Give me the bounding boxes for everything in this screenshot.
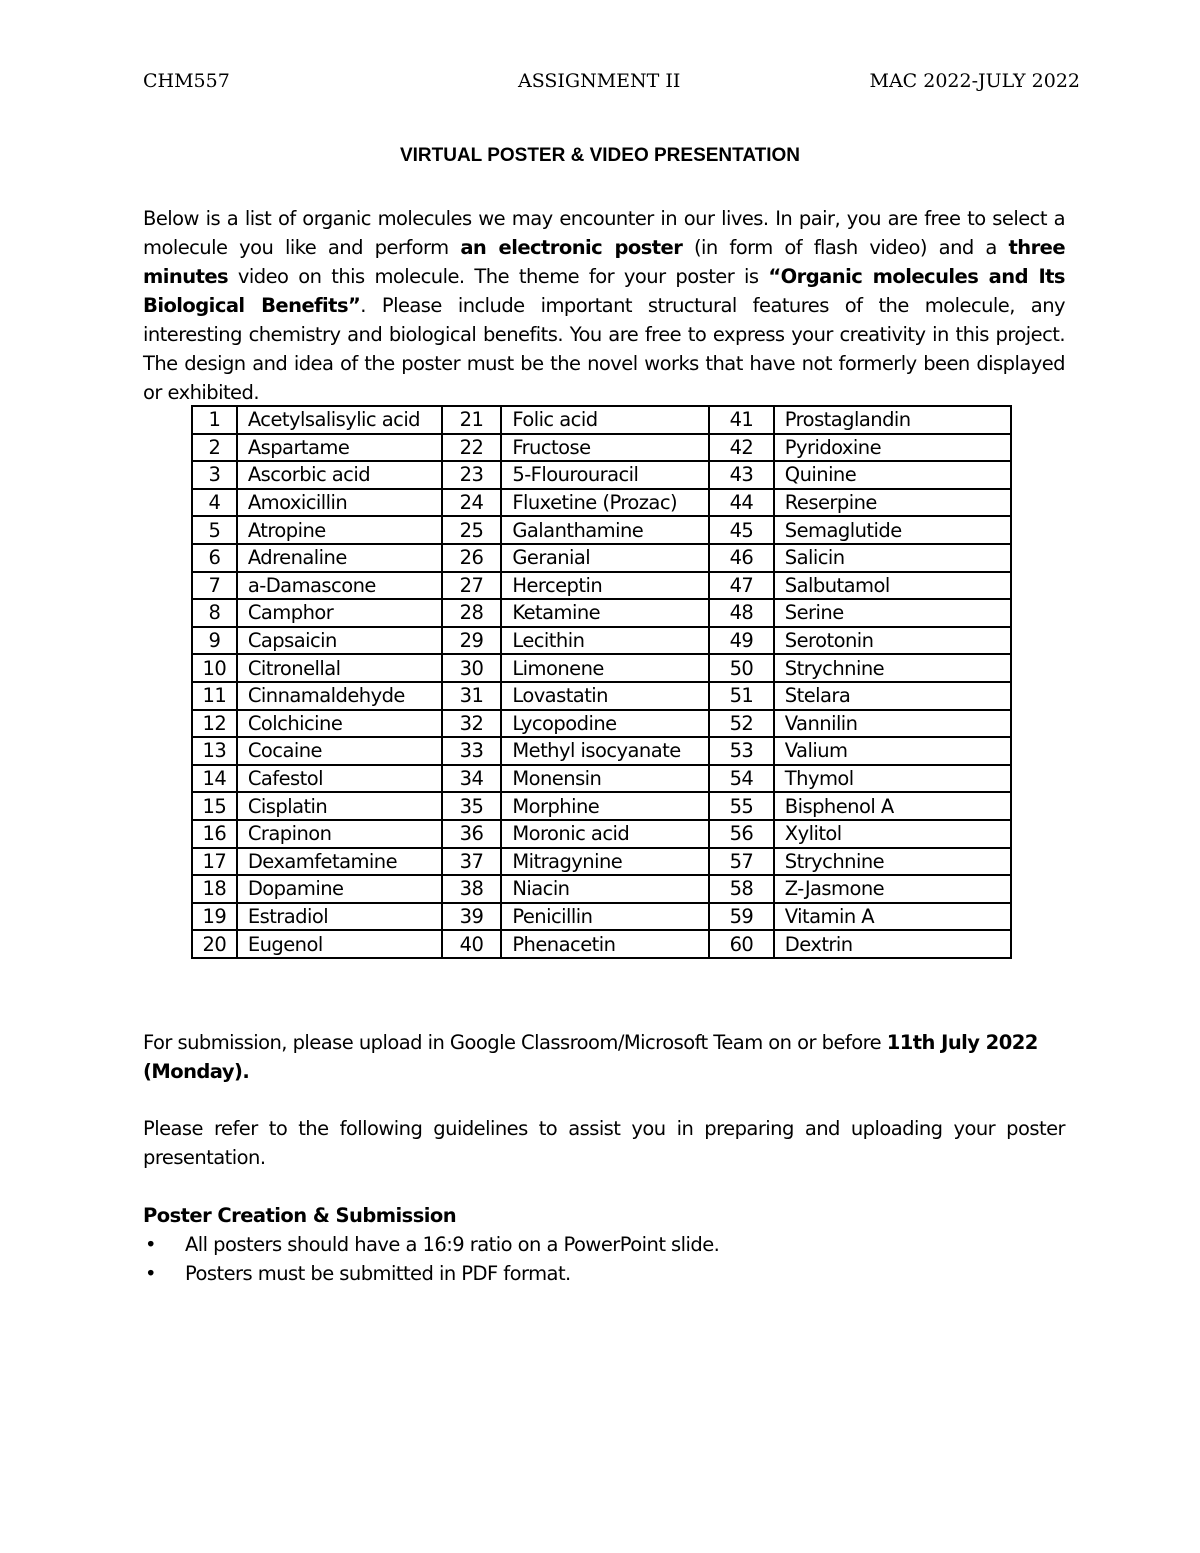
submission-text: For submission, please upload in Google Classroom/Microsoft Team on or before (143, 1031, 887, 1054)
table-row (192, 544, 1011, 572)
molecule-number-cell: 49 (709, 627, 774, 655)
table-row (192, 820, 1011, 848)
intro-text-4: . Please include important structural features of the molecule, any interesting chemistry and biological benefits. You are free to express your creativity in this project. The design and idea of the poster must be the novel works that have not formerly been displayed or exhibited. (143, 294, 1066, 404)
molecule-number-cell: 9 (192, 627, 237, 655)
molecule-number-cell: 19 (192, 903, 237, 931)
molecule-name-cell: Ketamine (501, 599, 709, 627)
molecule-name-cell: Salbutamol (774, 572, 1011, 600)
molecule-number-cell: 52 (709, 710, 774, 738)
molecule-name-cell: Phenacetin (501, 930, 709, 958)
molecule-number-cell: 51 (709, 682, 774, 710)
molecule-name-cell: a-Damascone (237, 572, 442, 600)
molecule-number-cell: 43 (709, 461, 774, 489)
semester-label: MAC 2022-JULY 2022 (869, 70, 1080, 92)
molecule-number-cell: 56 (709, 820, 774, 848)
molecule-name-cell: Eugenol (237, 930, 442, 958)
molecule-number-cell: 6 (192, 544, 237, 572)
molecule-number-cell: 44 (709, 489, 774, 517)
molecule-number-cell: 42 (709, 434, 774, 462)
table-row (192, 489, 1011, 517)
molecule-name-cell: Reserpine (774, 489, 1011, 517)
molecule-number-cell: 20 (192, 930, 237, 958)
molecule-number-cell: 46 (709, 544, 774, 572)
molecule-number-cell: 30 (442, 654, 502, 682)
molecule-name-cell: Serine (774, 599, 1011, 627)
molecule-name-cell: Capsaicin (237, 627, 442, 655)
molecule-name-cell: Aspartame (237, 434, 442, 462)
intro-bold-electronic-poster: an electronic poster (460, 236, 683, 259)
molecule-name-cell: Cafestol (237, 765, 442, 793)
molecule-name-cell: Xylitol (774, 820, 1011, 848)
intro-bold-three-minutes: three minutes (143, 236, 1066, 288)
molecule-name-cell: Lecithin (501, 627, 709, 655)
bullet-text: All posters should have a 16:9 ratio on a PowerPoint slide. (185, 1233, 720, 1256)
bullet-text: Posters must be submitted in PDF format. (185, 1262, 571, 1285)
molecule-name-cell: Vitamin A (774, 903, 1011, 931)
molecule-name-cell: Adrenaline (237, 544, 442, 572)
molecule-number-cell: 12 (192, 710, 237, 738)
intro-text-2: (in form of flash video) and a (682, 236, 1009, 259)
molecule-name-cell: Amoxicillin (237, 489, 442, 517)
submission-end: . (242, 1060, 250, 1083)
molecule-name-cell: Herceptin (501, 572, 709, 600)
molecule-name-cell: Cisplatin (237, 792, 442, 820)
molecule-name-cell: Cinnamaldehyde (237, 682, 442, 710)
molecule-name-cell: Semaglutide (774, 516, 1011, 544)
molecule-number-cell: 10 (192, 654, 237, 682)
molecule-name-cell: Vannilin (774, 710, 1011, 738)
table-row (192, 737, 1011, 765)
molecule-number-cell: 39 (442, 903, 502, 931)
molecule-name-cell: Serotonin (774, 627, 1011, 655)
intro-text-3: video on this molecule. The theme for your poster is (228, 265, 769, 288)
molecule-number-cell: 11 (192, 682, 237, 710)
molecule-name-cell: Strychnine (774, 654, 1011, 682)
guidelines-intro: Please refer to the following guidelines to assist you in preparing and uploading your poster presentation. (143, 1117, 1065, 1169)
molecule-name-cell: Pyridoxine (774, 434, 1011, 462)
molecule-name-cell: Dopamine (237, 875, 442, 903)
table-row (192, 461, 1011, 489)
molecule-number-cell: 29 (442, 627, 502, 655)
intro-text-1: Below is a list of organic molecules we may encounter in our lives. In pair, you are free to select a molecule you like and perform (143, 207, 1065, 259)
molecule-number-cell: 4 (192, 489, 237, 517)
table-row (192, 792, 1011, 820)
molecule-number-cell: 36 (442, 820, 502, 848)
molecule-number-cell: 34 (442, 765, 502, 793)
molecule-name-cell: Quinine (774, 461, 1011, 489)
molecule-number-cell: 5 (192, 516, 237, 544)
molecule-name-cell: Dexamfetamine (237, 848, 442, 876)
document-title: VIRTUAL POSTER & VIDEO PRESENTATION (399, 145, 801, 166)
table-row (192, 875, 1011, 903)
molecule-name-cell: Thymol (774, 765, 1011, 793)
molecule-number-cell: 22 (442, 434, 502, 462)
molecule-name-cell: Prostaglandin (774, 406, 1011, 434)
page-header (143, 70, 1080, 100)
molecule-name-cell: Salicin (774, 544, 1011, 572)
table-row (192, 516, 1011, 544)
molecule-name-cell: Lovastatin (501, 682, 709, 710)
molecule-number-cell: 47 (709, 572, 774, 600)
molecule-name-cell: Camphor (237, 599, 442, 627)
molecule-number-cell: 32 (442, 710, 502, 738)
list-item (143, 1259, 719, 1288)
molecule-number-cell: 1 (192, 406, 237, 434)
list-item (143, 1230, 719, 1259)
molecule-name-cell: Estradiol (237, 903, 442, 931)
molecule-name-cell: Galanthamine (501, 516, 709, 544)
molecule-number-cell: 54 (709, 765, 774, 793)
table-row (192, 903, 1011, 931)
molecule-name-cell: Moronic acid (501, 820, 709, 848)
molecule-number-cell: 23 (442, 461, 502, 489)
molecule-number-cell: 26 (442, 544, 502, 572)
molecule-number-cell: 40 (442, 930, 502, 958)
bullet-icon: • (145, 1262, 156, 1285)
molecule-name-cell: Stelara (774, 682, 1011, 710)
poster-guidelines-list (143, 1230, 719, 1288)
molecule-name-cell: Z-Jasmone (774, 875, 1011, 903)
molecule-number-cell: 48 (709, 599, 774, 627)
molecule-number-cell: 57 (709, 848, 774, 876)
table-row (192, 654, 1011, 682)
molecule-table-body (192, 406, 1011, 958)
intro-bold-theme: “Organic molecules and Its Biological Benefits” (143, 265, 1065, 317)
molecule-number-cell: 13 (192, 737, 237, 765)
molecule-number-cell: 3 (192, 461, 237, 489)
molecule-name-cell: Methyl isocyanate (501, 737, 709, 765)
molecule-name-cell: Colchicine (237, 710, 442, 738)
intro-paragraph (143, 204, 1065, 407)
course-code: CHM557 (143, 70, 230, 92)
table-row (192, 930, 1011, 958)
molecule-name-cell: Cocaine (237, 737, 442, 765)
molecule-number-cell: 18 (192, 875, 237, 903)
molecule-number-cell: 17 (192, 848, 237, 876)
table-row (192, 572, 1011, 600)
molecule-name-cell: Geranial (501, 544, 709, 572)
molecule-number-cell: 14 (192, 765, 237, 793)
molecule-name-cell: Crapinon (237, 820, 442, 848)
molecule-name-cell: Morphine (501, 792, 709, 820)
molecule-name-cell: Valium (774, 737, 1011, 765)
table-row (192, 848, 1011, 876)
molecule-name-cell: Folic acid (501, 406, 709, 434)
table-row (192, 682, 1011, 710)
molecule-name-cell: Fructose (501, 434, 709, 462)
submission-paragraph (143, 1028, 1065, 1086)
molecule-name-cell: 5-Flourouracil (501, 461, 709, 489)
molecule-name-cell: Strychnine (774, 848, 1011, 876)
bullet-icon: • (145, 1233, 156, 1256)
molecule-number-cell: 15 (192, 792, 237, 820)
molecule-name-cell: Atropine (237, 516, 442, 544)
molecule-name-cell: Fluxetine (Prozac) (501, 489, 709, 517)
molecule-table (191, 405, 1012, 959)
molecule-number-cell: 2 (192, 434, 237, 462)
molecule-number-cell: 7 (192, 572, 237, 600)
molecule-number-cell: 27 (442, 572, 502, 600)
molecule-number-cell: 55 (709, 792, 774, 820)
molecule-number-cell: 21 (442, 406, 502, 434)
molecule-name-cell: Acetylsalisylic acid (237, 406, 442, 434)
molecule-number-cell: 31 (442, 682, 502, 710)
submission-deadline: 11th July 2022 (Monday) (143, 1031, 1038, 1083)
molecule-number-cell: 8 (192, 599, 237, 627)
molecule-number-cell: 24 (442, 489, 502, 517)
molecule-number-cell: 16 (192, 820, 237, 848)
molecule-name-cell: Bisphenol A (774, 792, 1011, 820)
table-row (192, 627, 1011, 655)
molecule-number-cell: 59 (709, 903, 774, 931)
molecule-number-cell: 50 (709, 654, 774, 682)
assignment-label: ASSIGNMENT II (518, 70, 681, 92)
table-row (192, 406, 1011, 434)
table-row (192, 434, 1011, 462)
molecule-number-cell: 58 (709, 875, 774, 903)
molecule-name-cell: Lycopodine (501, 710, 709, 738)
table-row (192, 710, 1011, 738)
molecule-name-cell: Limonene (501, 654, 709, 682)
molecule-name-cell: Monensin (501, 765, 709, 793)
molecule-number-cell: 35 (442, 792, 502, 820)
molecule-number-cell: 53 (709, 737, 774, 765)
molecule-number-cell: 28 (442, 599, 502, 627)
molecule-number-cell: 38 (442, 875, 502, 903)
poster-section-title: Poster Creation & Submission (143, 1204, 457, 1227)
molecule-name-cell: Mitragynine (501, 848, 709, 876)
molecule-number-cell: 37 (442, 848, 502, 876)
molecule-name-cell: Penicillin (501, 903, 709, 931)
molecule-number-cell: 25 (442, 516, 502, 544)
molecule-name-cell: Dextrin (774, 930, 1011, 958)
molecule-number-cell: 60 (709, 930, 774, 958)
table-row (192, 599, 1011, 627)
molecule-name-cell: Niacin (501, 875, 709, 903)
molecule-number-cell: 45 (709, 516, 774, 544)
table-row (192, 765, 1011, 793)
molecule-number-cell: 41 (709, 406, 774, 434)
molecule-name-cell: Citronellal (237, 654, 442, 682)
molecule-name-cell: Ascorbic acid (237, 461, 442, 489)
molecule-number-cell: 33 (442, 737, 502, 765)
